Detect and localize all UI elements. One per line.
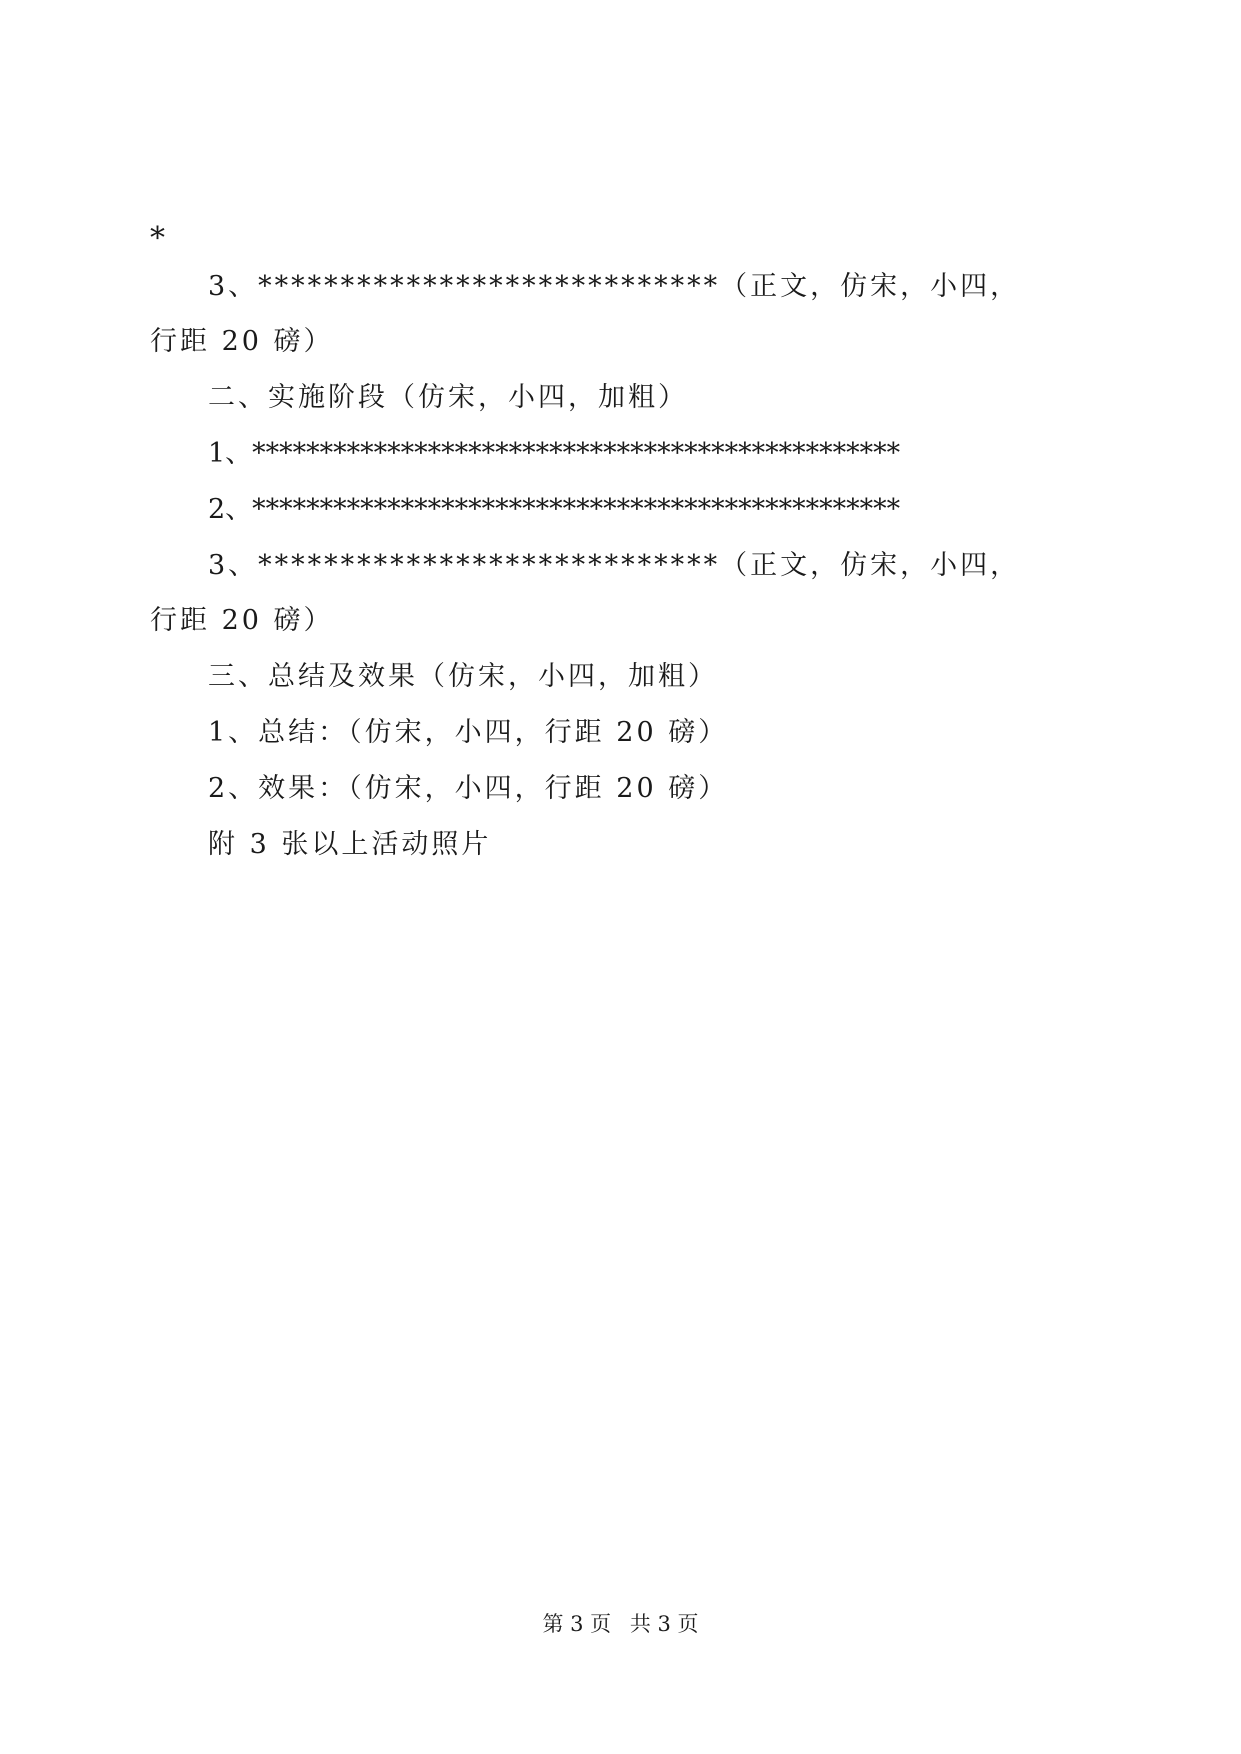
implementation-item-3-line-2: 行距 20 磅） [150,605,334,636]
stray-asterisk: * [150,221,165,256]
implementation-item-2: 2、************************************************ [208,494,901,525]
section-heading-implementation: 二、实施阶段（仿宋，小四，加粗） [208,382,688,413]
attachment-note: 附 3 张以上活动照片 [208,829,492,860]
page-number: 第 3 页 [542,1612,612,1636]
implementation-item-3-line-1: 3、****************************（正文，仿宋，小四， [208,550,1021,581]
summary-item-2: 2、效果：（仿宋，小四，行距 20 磅） [208,773,729,804]
item-3-line-1: 3、****************************（正文，仿宋，小四， [208,271,1021,302]
page-total: 共 3 页 [629,1612,699,1636]
implementation-item-1: 1、************************************************ [208,438,901,469]
page-footer [0,1610,1241,1638]
section-heading-summary: 三、总结及效果（仿宋，小四，加粗） [208,661,718,692]
item-3-line-2: 行距 20 磅） [150,326,334,357]
summary-item-1: 1、总结：（仿宋，小四，行距 20 磅） [208,717,729,748]
